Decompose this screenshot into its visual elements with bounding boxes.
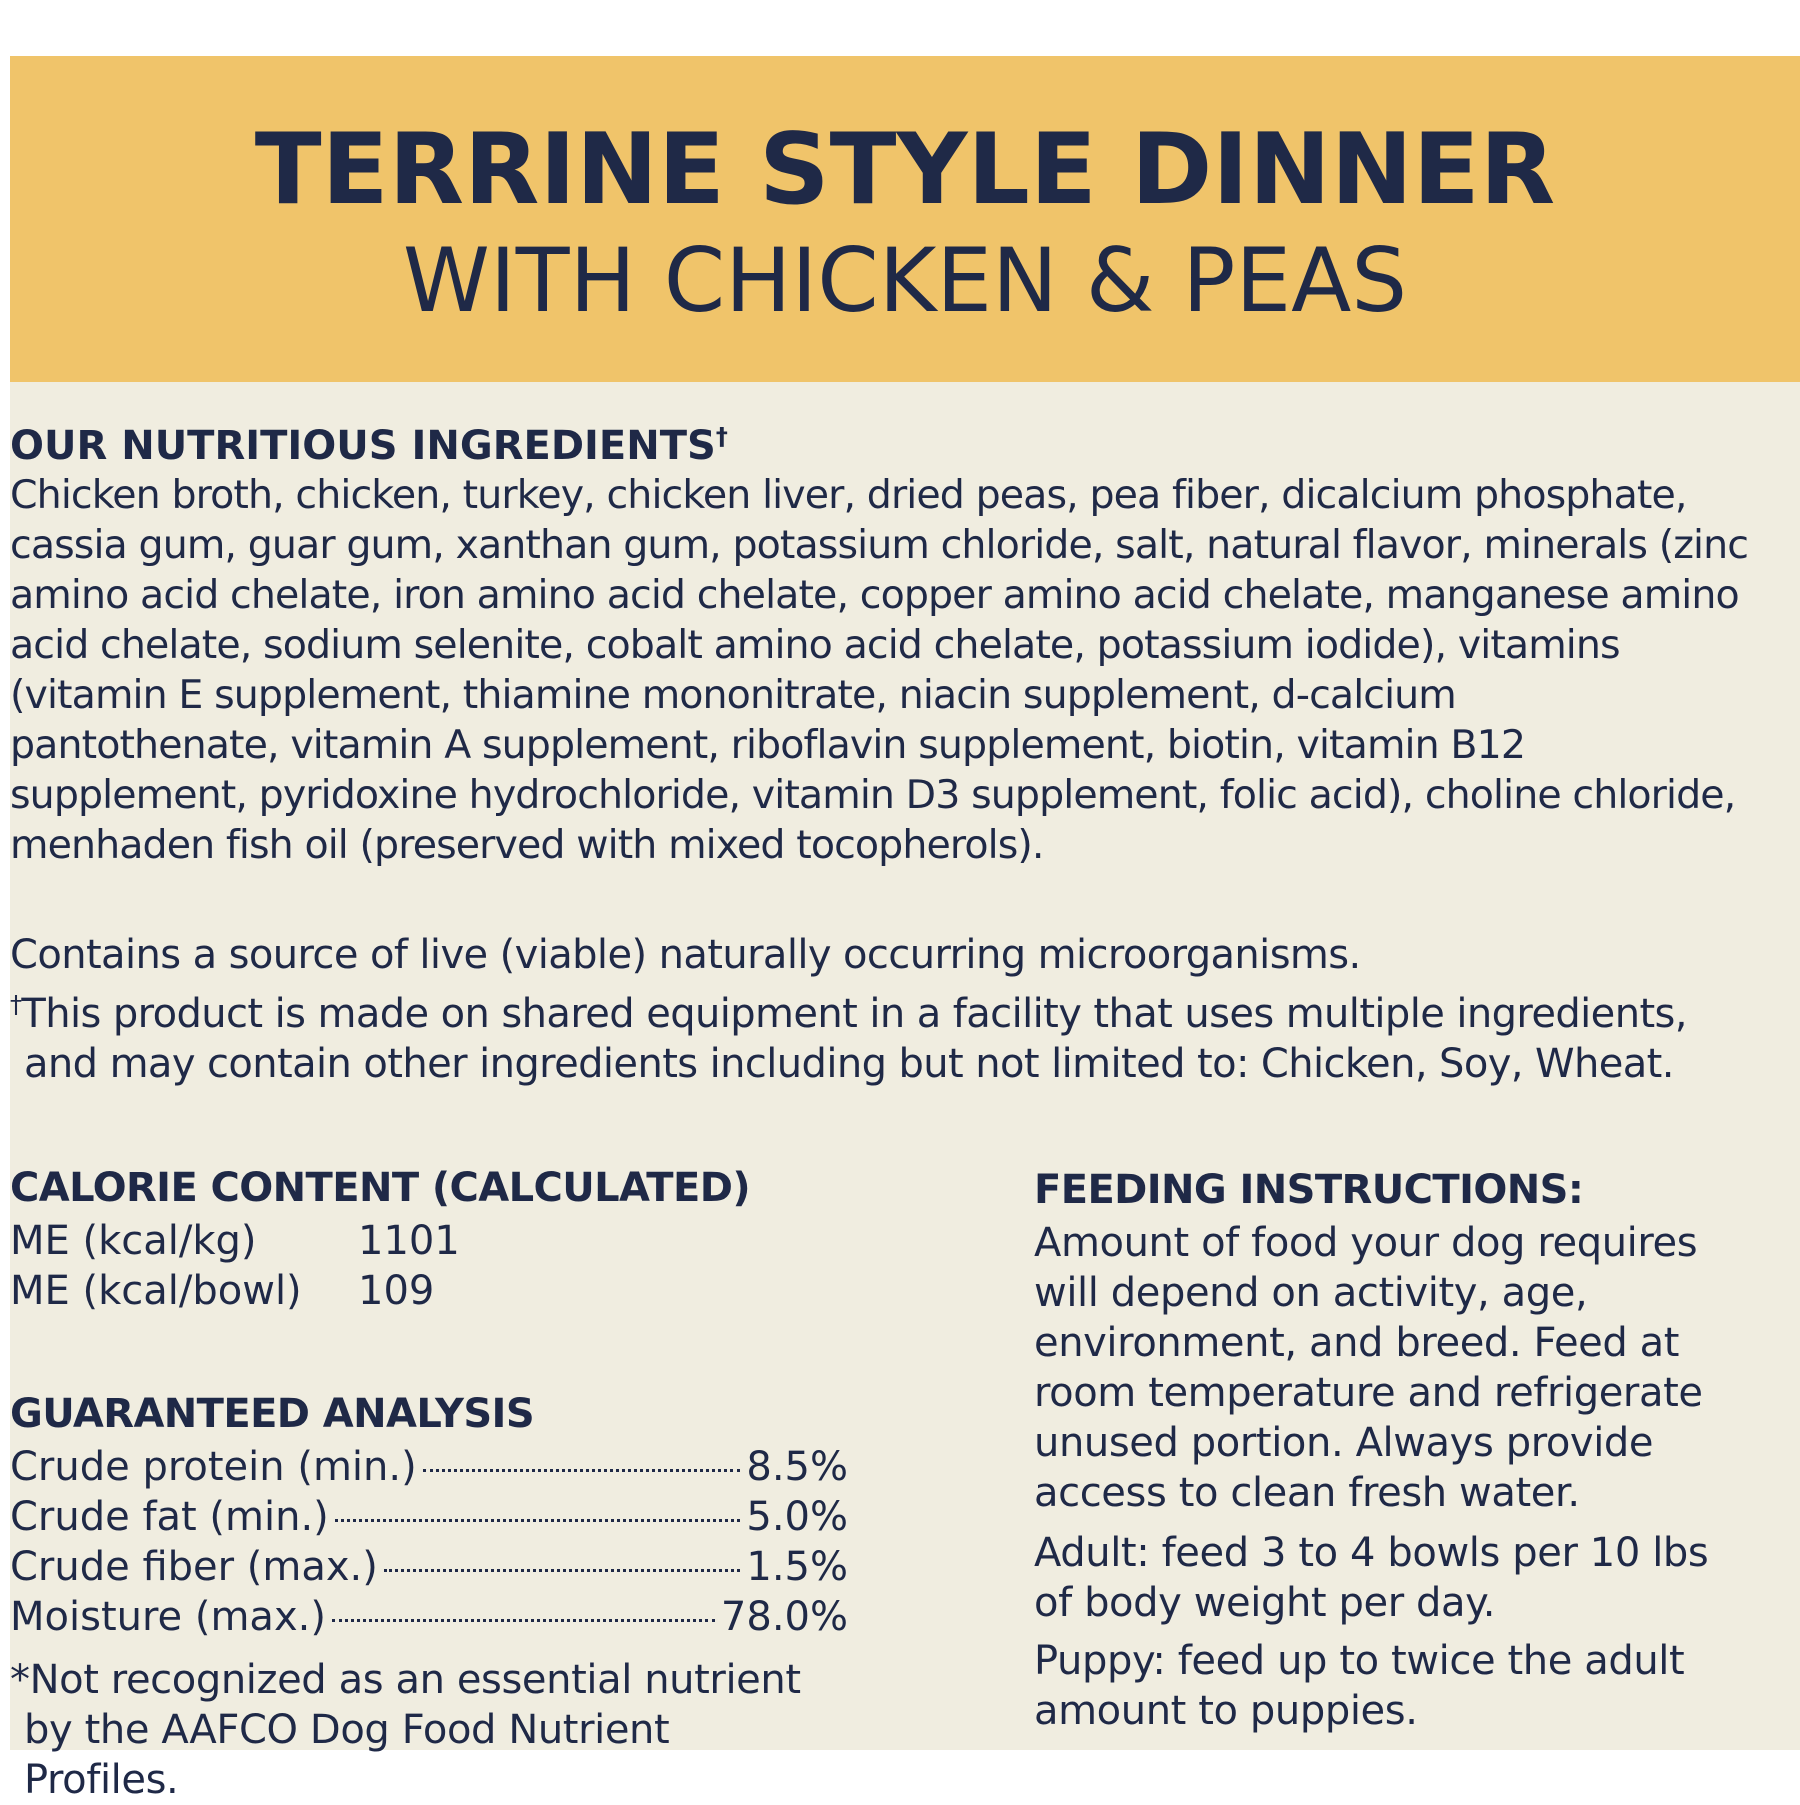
label-panel bbox=[10, 56, 1800, 1803]
feeding-line: environment, and breed. Feed at bbox=[1034, 1320, 1680, 1366]
dot-leader bbox=[332, 1618, 715, 1622]
feeding-line: will depend on activity, age, bbox=[1034, 1270, 1588, 1316]
dot-leader bbox=[384, 1568, 741, 1572]
analysis-label: Crude protein (min.) bbox=[10, 1444, 417, 1490]
calorie-label: ME (kcal/bowl) bbox=[10, 1268, 302, 1314]
ingredients-line: cassia gum, guar gum, xanthan gum, potassium chloride, salt, natural flavor, minerals (zinc bbox=[10, 522, 1749, 568]
ingredients-heading bbox=[10, 418, 728, 474]
analysis-row bbox=[10, 1442, 848, 1492]
ingredients-line: menhaden fish oil (preserved with mixed tocopherols). bbox=[10, 822, 1044, 868]
calorie-heading: CALORIE CONTENT (CALCULATED) bbox=[10, 1165, 750, 1211]
feeding-line: Adult: feed 3 to 4 bowls per 10 lbs bbox=[1034, 1530, 1709, 1576]
ingredients-line: (vitamin E supplement, thiamine mononitrate, niacin supplement, d-calcium bbox=[10, 672, 1456, 718]
shared-equipment-line2: and may contain other ingredients including but not limited to: Chicken, Soy, Wheat. bbox=[24, 1041, 1674, 1087]
ingredients-line: supplement, pyridoxine hydrochloride, vitamin D3 supplement, folic acid), choline chloride, bbox=[10, 772, 1736, 818]
analysis-label: Crude fiber (max.) bbox=[10, 1544, 378, 1590]
feeding-line: Amount of food your dog requires bbox=[1034, 1220, 1698, 1266]
analysis-value: 1.5% bbox=[746, 1544, 848, 1590]
analysis-value: 8.5% bbox=[746, 1444, 848, 1490]
feeding-line: amount to puppies. bbox=[1034, 1688, 1418, 1734]
feeding-line: Puppy: feed up to twice the adult bbox=[1034, 1638, 1685, 1684]
feeding-line: access to clean fresh water. bbox=[1034, 1470, 1580, 1516]
footnote-line: *Not recognized as an essential nutrient bbox=[10, 1657, 801, 1703]
analysis-row bbox=[10, 1542, 848, 1592]
product-title: TERRINE STYLE DINNER bbox=[254, 113, 1556, 227]
analysis-label: Crude fat (min.) bbox=[10, 1494, 329, 1540]
shared-equipment-note bbox=[10, 989, 1790, 1089]
calorie-label: ME (kcal/kg) bbox=[10, 1218, 257, 1264]
analysis-value: 5.0% bbox=[746, 1494, 848, 1540]
feeding-line: unused portion. Always provide bbox=[1034, 1420, 1654, 1466]
footnote-line: by the AAFCO Dog Food Nutrient bbox=[24, 1707, 670, 1753]
dot-leader bbox=[335, 1518, 741, 1522]
feeding-heading: FEEDING INSTRUCTIONS: bbox=[1034, 1167, 1584, 1213]
ingredients-line: amino acid chelate, iron amino acid chelate, copper amino acid chelate, manganese amino bbox=[10, 572, 1739, 618]
ingredients-heading-text: OUR NUTRITIOUS INGREDIENTS bbox=[10, 423, 716, 469]
feeding-line: room temperature and refrigerate bbox=[1034, 1370, 1703, 1416]
product-subtitle: WITH CHICKEN & PEAS bbox=[402, 229, 1408, 332]
feeding-puppy-paragraph bbox=[1034, 1636, 1774, 1736]
shared-equipment-line1: This product is made on shared equipment in a facility that uses multiple ingredients, bbox=[21, 991, 1687, 1037]
ingredients-list bbox=[10, 470, 1782, 870]
dagger-mark: † bbox=[715, 422, 728, 451]
ingredients-line: pantothenate, vitamin A supplement, riboflavin supplement, biotin, vitamin B12 bbox=[10, 722, 1526, 768]
footnote-line: Profiles. bbox=[24, 1757, 179, 1803]
feeding-general-paragraph bbox=[1034, 1218, 1774, 1518]
ingredients-line: Chicken broth, chicken, turkey, chicken liver, dried peas, pea fiber, dicalcium phosphate, bbox=[10, 472, 1687, 518]
dagger-mark: † bbox=[10, 990, 22, 1019]
feeding-line: of body weight per day. bbox=[1034, 1580, 1496, 1626]
analysis-row bbox=[10, 1592, 848, 1642]
live-microorganisms-note: Contains a source of live (viable) naturally occurring microorganisms. bbox=[10, 932, 1361, 978]
aafco-footnote bbox=[10, 1655, 870, 1805]
dot-leader bbox=[423, 1468, 741, 1472]
guaranteed-analysis-heading: GUARANTEED ANALYSIS bbox=[10, 1391, 535, 1437]
analysis-label: Moisture (max.) bbox=[10, 1594, 326, 1640]
ingredients-line: acid chelate, sodium selenite, cobalt amino acid chelate, potassium iodide), vitamins bbox=[10, 622, 1620, 668]
feeding-adult-paragraph bbox=[1034, 1528, 1774, 1628]
calorie-value: 109 bbox=[358, 1268, 435, 1314]
calorie-value: 1101 bbox=[358, 1218, 460, 1264]
title-band bbox=[10, 56, 1800, 382]
analysis-row bbox=[10, 1492, 848, 1542]
analysis-value: 78.0% bbox=[720, 1594, 848, 1640]
